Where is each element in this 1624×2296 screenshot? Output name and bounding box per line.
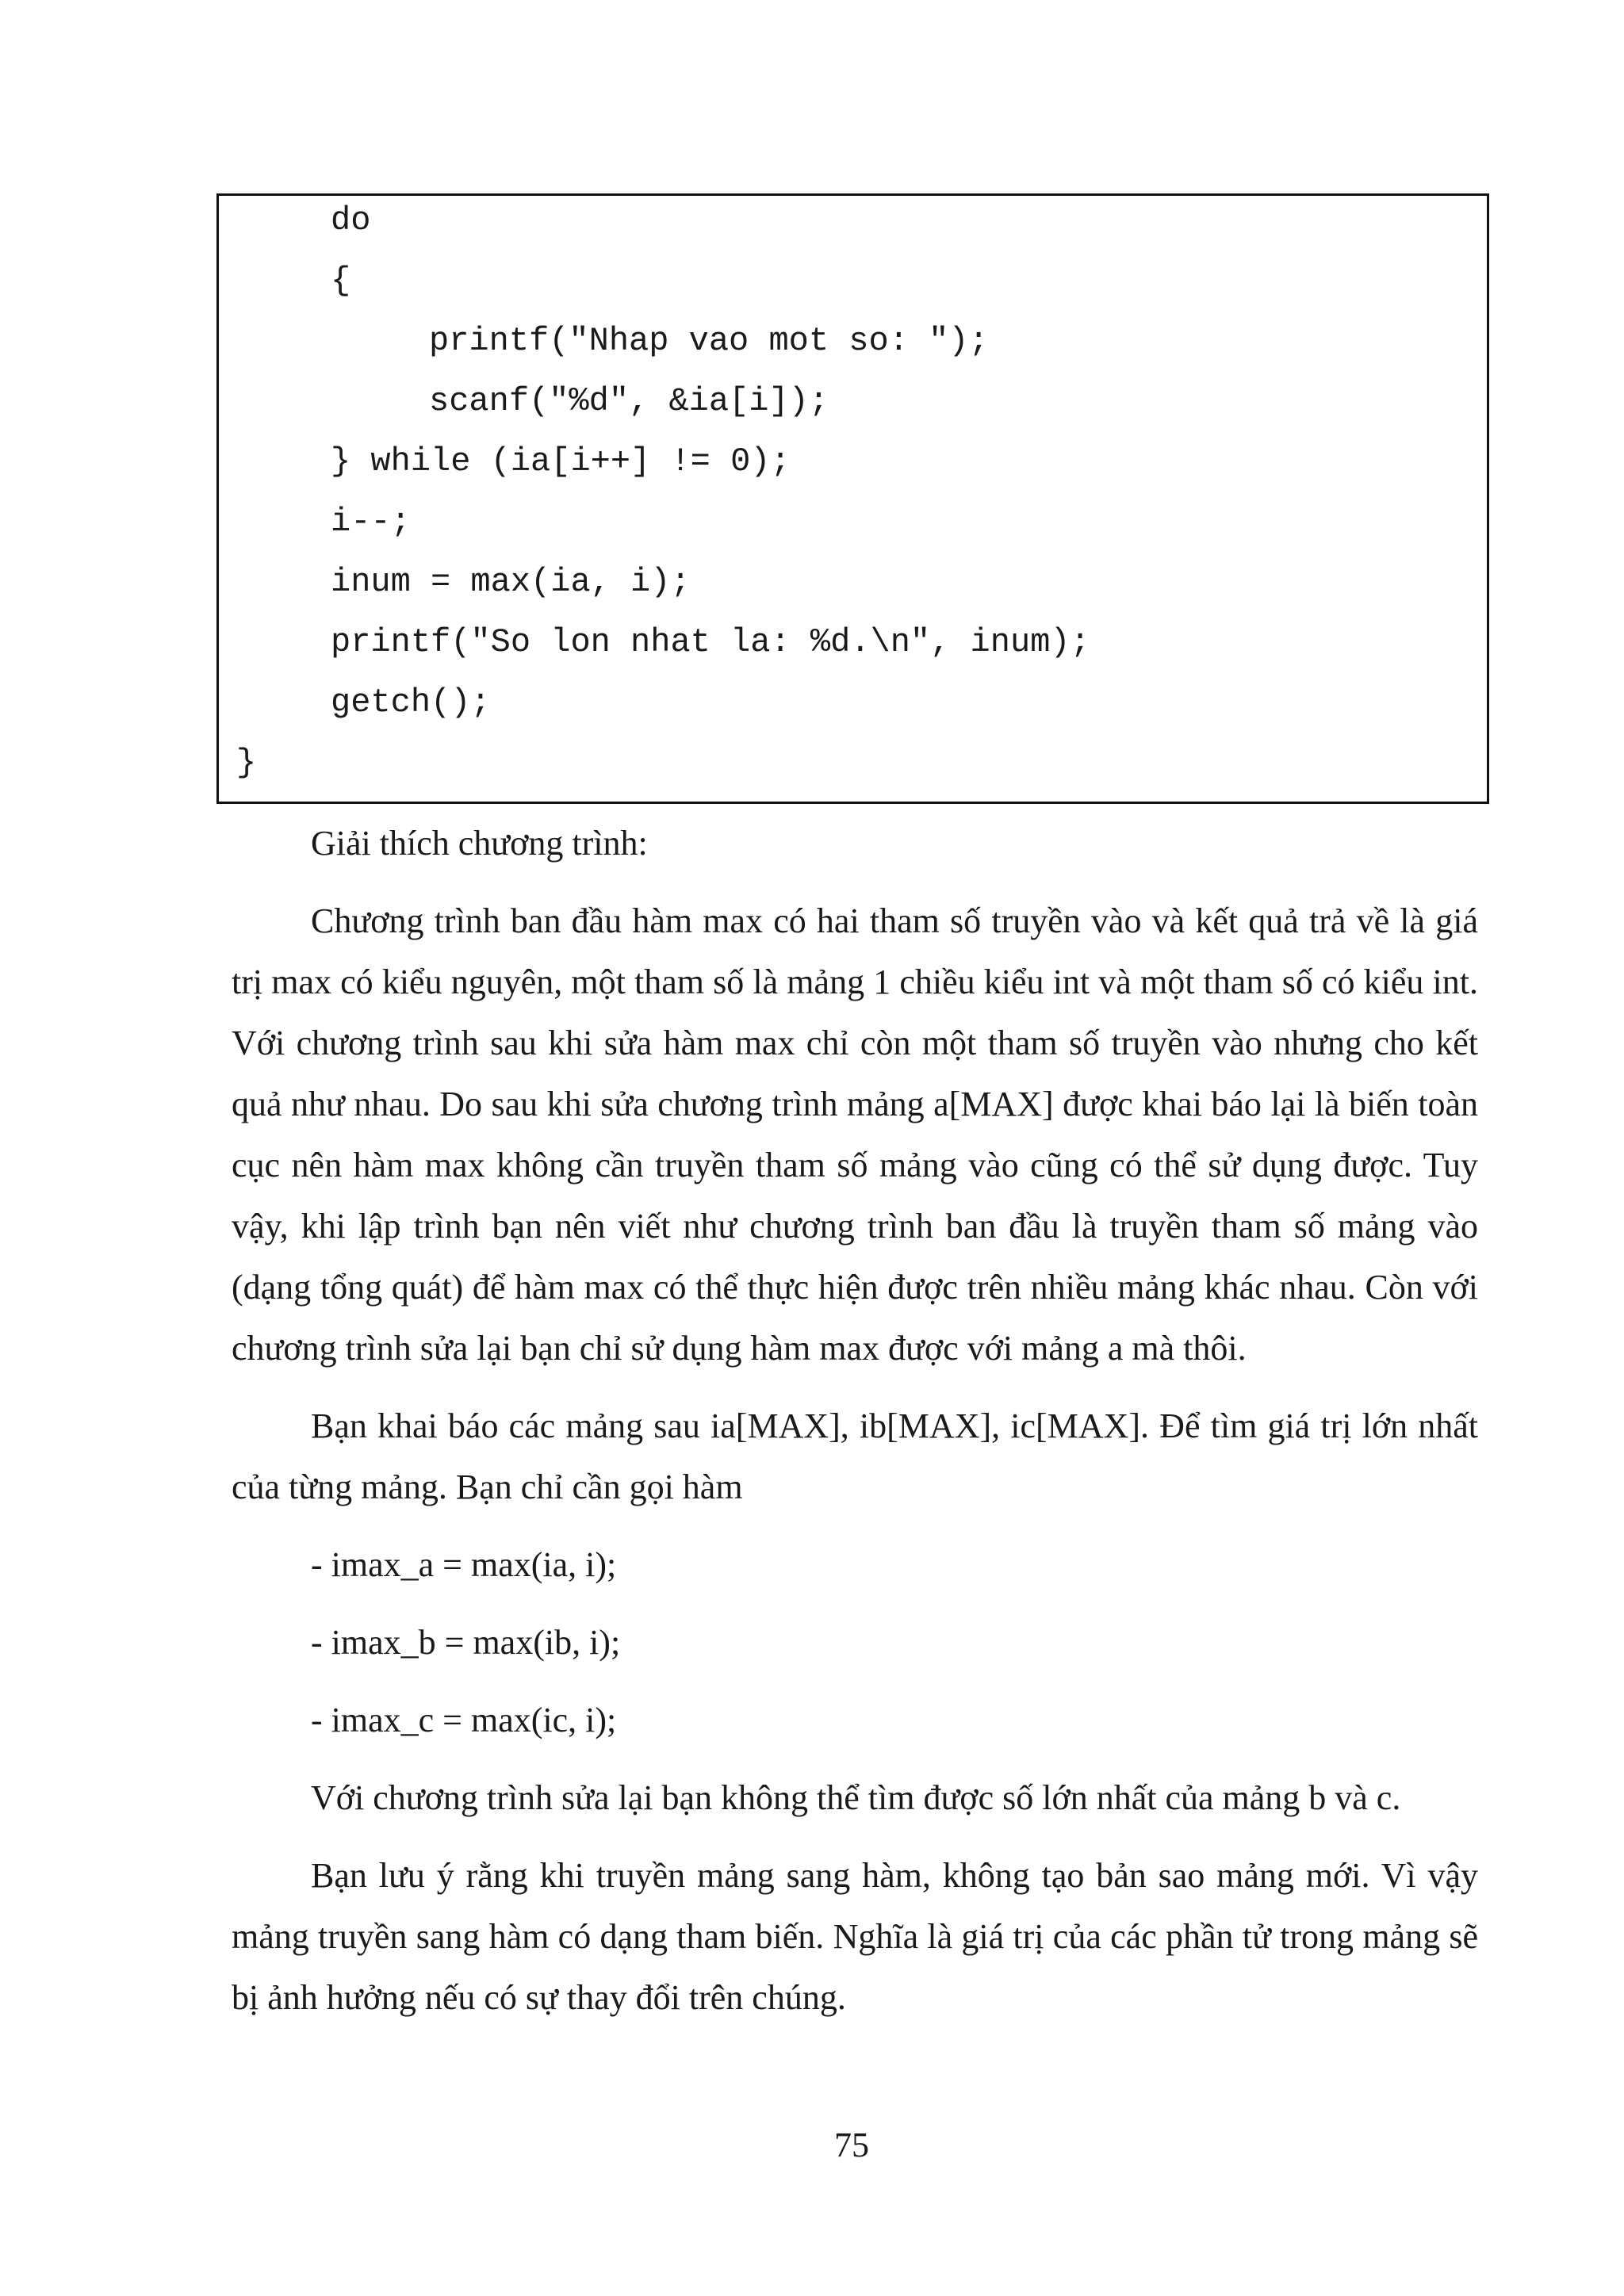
code-line: { [331, 262, 351, 300]
code-line: printf("So lon nhat la: %d.\n", inum); [331, 623, 1090, 661]
body-text [232, 813, 1478, 2028]
code-line: scanf("%d", &ia[i]); [429, 382, 829, 420]
code-line: } [236, 744, 257, 782]
paragraph: Với chương trình sửa lại bạn không thể tìm được số lớn nhất của mảng b và c. [311, 1778, 1401, 1817]
explanation-heading: Giải thích chương trình: [311, 824, 648, 863]
code-line: i--; [331, 503, 411, 541]
list-item: - imax_a = max(ia, i); [311, 1545, 617, 1584]
paragraph: Bạn khai báo các mảng sau ia[MAX], ib[MAX], ic[MAX]. Để tìm giá trị lớn nhất của từng mảng. Bạn chỉ cần gọi hàm [232, 1406, 1478, 1506]
paragraph: Bạn lưu ý rằng khi truyền mảng sang hàm, không tạo bản sao mảng mới. Vì vậy mảng truyền sang hàm có dạng tham biến. Nghĩa là giá trị của các phần tử trong mảng sẽ bị ảnh hưởng nếu có sự thay đổi trên chúng. [232, 1856, 1478, 2017]
code-line: printf("Nhap vao mot so: "); [429, 322, 989, 360]
code-block [216, 193, 1489, 804]
paragraph: Chương trình ban đầu hàm max có hai tham số truyền vào và kết quả trả về là giá trị max có kiểu nguyên, một tham số là mảng 1 chiều kiểu int và một tham số có kiểu int. Với chương trình sau khi sửa hàm max chỉ còn một tham số truyền vào nhưng cho kết quả như nhau. Do sau khi sửa chương trình mảng a[MAX] được khai báo lại là biến toàn cục nên hàm max không cần truyền tham số mảng vào cũng có thể sử dụng được. Tuy vậy, khi lập trình bạn nên viết như chương trình ban đầu là truyền tham số mảng vào (dạng tổng quát) để hàm max có thể thực hiện được trên nhiều mảng khác nhau. Còn với chương trình sửa lại bạn chỉ sử dụng hàm max được với mảng a mà thôi. [232, 901, 1478, 1368]
page-number: 75 [834, 2126, 869, 2164]
list-item: - imax_b = max(ib, i); [311, 1623, 621, 1662]
code-line: } while (ia[i++] != 0); [331, 442, 791, 480]
list-item: - imax_c = max(ic, i); [311, 1701, 617, 1739]
code-line: do [331, 201, 371, 239]
code-line: inum = max(ia, i); [331, 563, 691, 601]
code-line: getch(); [331, 683, 491, 721]
